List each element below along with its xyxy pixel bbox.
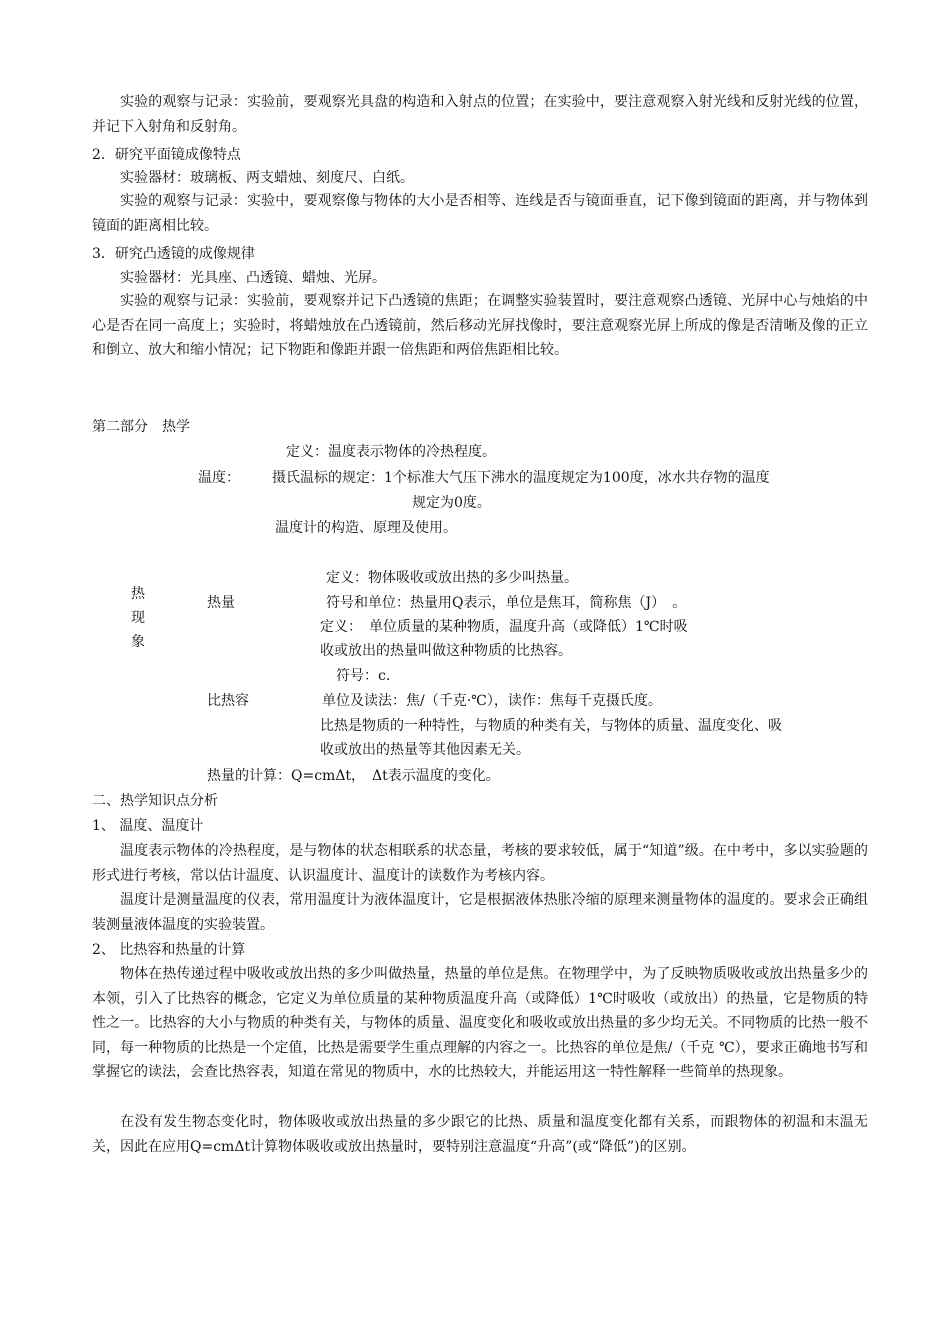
optics-observation-paragraph-2: 实验的观察与记录：实验中，要观察像与物体的大小是否相等、连线是否与镜面垂直，记下像到镜面的距离，并与物体到镜面的距离相比较。 [92,193,868,234]
thermometer-note: 温度计的构造、原理及使用。 [275,520,457,536]
heat-definition: 定义：物体吸收或放出热的多少叫热量。 [326,570,578,586]
shc-definition-line-2: 收或放出的热量叫做这种物质的比热容。 [320,643,572,659]
root-char: 现 [131,610,145,626]
analysis-heading-2: 2、 比热容和热量的计算 [92,942,246,958]
optics-observation-paragraph-3: 实验的观察与记录：实验前，要观察并记下凸透镜的焦距；在调整实验装置时，要注意观察凸透镜、光屏中心与烛焰的中心是否在同一高度上；实验时，将蜡烛放在凸透镜前，然后移动光屏找像时，要注意观察光屏上所成的像是否清晰及像的正立和倒立、放大和缩小情况；记下物距和像距并跟一倍焦距和两倍焦距相比较。 [92,293,868,359]
analysis-paragraph-1: 温度表示物体的冷热程度，是与物体的状态相联系的状态量，考核的要求较低，属于“知道”级。在中考中，多以实验题的形式进行考核，常以估计温度、认识温度计、温度计的读数作为考核内容。 [92,843,868,884]
temperature-definition: 定义：温度表示物体的冷热程度。 [286,444,496,460]
shc-unit: 单位及读法：焦/（千克·℃），读作：焦每千克摄氏度。 [322,693,662,709]
thermal-phenomena-root-label [131,582,147,654]
shc-property-line-1: 比热是物质的一种特性，与物质的种类有关，与物体的质量、温度变化、吸 [320,718,782,734]
shc-label: 比热容 [207,693,249,709]
heat-label: 热量 [207,595,235,611]
analysis-paragraph-4: 在没有发生物态变化时，物体吸收或放出热量的多少跟它的比热、质量和温度变化都有关系，而跟物体的初温和末温无关，因此在应用Q=cmΔt计算物体吸收或放出热量时，要特别注意温度“升高”(或“降低”)的区别。 [92,1114,868,1155]
celsius-scale-line-1: 摄氏温标的规定：1个标准大气压下沸水的温度规定为100度，冰水共存物的温度 [272,470,770,486]
optics-observation-paragraph-1: 实验的观察与记录：实验前，要观察光具盘的构造和入射点的位置；在实验中，要注意观察入射光线和反射光线的位置，并记下入射角和反射角。 [92,94,868,135]
heat-symbol-unit: 符号和单位：热量用Q表示，单位是焦耳，简称焦（J） 。 [326,595,687,611]
shc-definition-line-1: 定义： 单位质量的某种物质，温度升高（或降低）1℃时吸 [320,619,688,635]
root-char: 象 [131,634,145,650]
heading-plane-mirror: 2．研究平面镜成像特点 [92,147,241,163]
shc-symbol: 符号：c. [336,668,391,684]
equipment-convex-lens: 实验器材：光具座、凸透镜、蜡烛、光屏。 [120,270,386,286]
analysis-paragraph-3: 物体在热传递过程中吸收或放出热的多少叫做热量，热量的单位是焦。在物理学中，为了反映物质吸收或放出热量多少的本领，引入了比热容的概念，它定义为单位质量的某种物质温度升高（或降低）1℃时吸收（或放出）的热量，它是物质的特性之一。比热容的大小与物质的种类有关，与物体的质量、温度变化和吸收或放出热量的多少均无关。不同物质的比热一般不同，每一种物质的比热是一个定值，比热是需要学生重点理解的内容之一。比热容的单位是焦/（千克 ℃），要求正确地书写和掌握它的读法，会查比热容表，知道在常见的物质中，水的比热较大，并能运用这一特性解释一些简单的热现象。 [92,966,868,1081]
shc-property-line-2: 收或放出的热量等其他因素无关。 [320,742,530,758]
section-title-thermal: 第二部分 热学 [92,419,190,435]
analysis-title: 二、热学知识点分析 [92,793,218,809]
temperature-label: 温度： [198,470,240,486]
analysis-heading-1: 1、 温度、温度计 [92,818,204,834]
heading-convex-lens: 3．研究凸透镜的成像规律 [92,246,255,262]
root-char: 热 [131,586,145,602]
heat-calculation: 热量的计算：Q=cmΔt， Δt表示温度的变化。 [207,768,500,784]
analysis-paragraph-2: 温度计是测量温度的仪表，常用温度计为液体温度计，它是根据液体热胀冷缩的原理来测量物体的温度的。要求会正确组装测量液体温度的实验装置。 [92,892,868,933]
equipment-plane-mirror: 实验器材：玻璃板、两支蜡烛、刻度尺、白纸。 [120,170,414,186]
celsius-scale-line-2: 规定为0度。 [412,495,491,511]
